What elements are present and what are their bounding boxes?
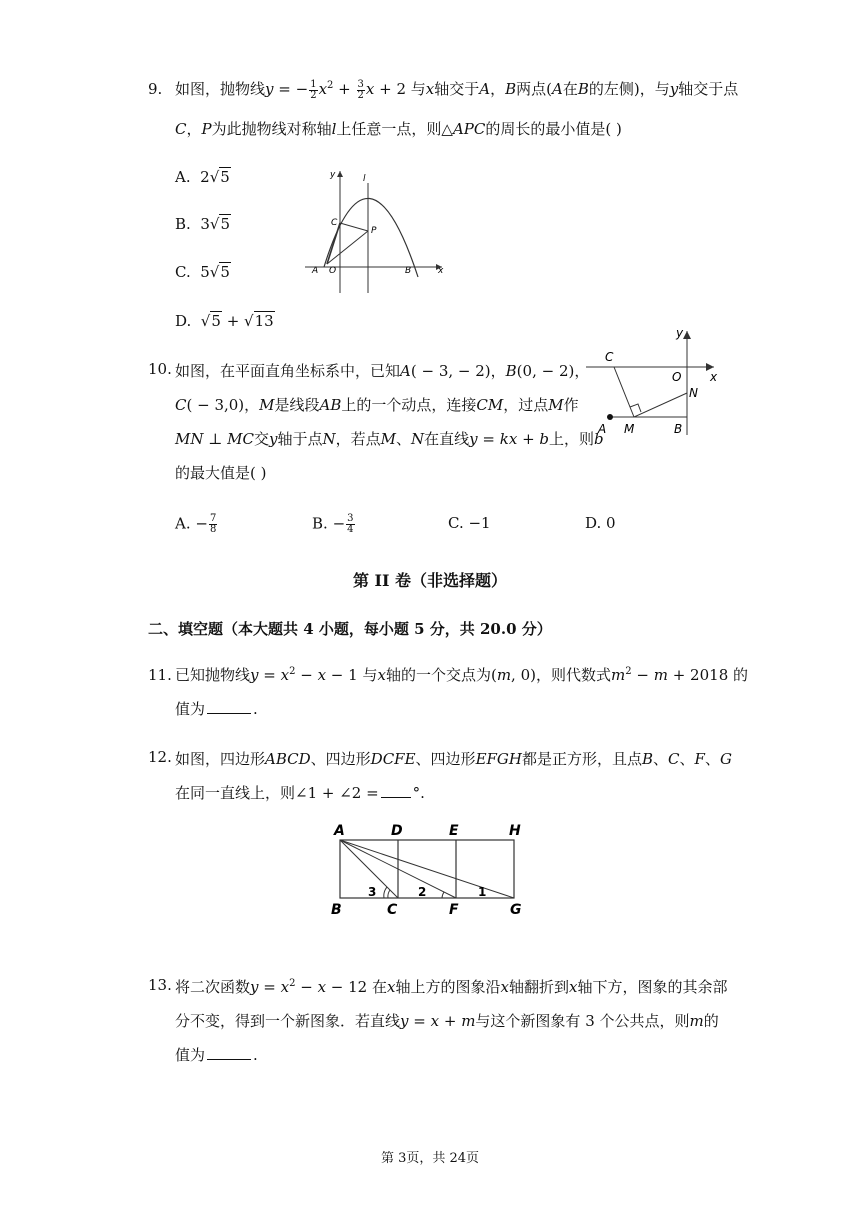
part-2-title: 第 II 卷（非选择题） — [352, 571, 508, 590]
q10-option-c[interactable]: C. −1 — [448, 514, 491, 532]
section-2-title: 二、填空题（本大题共 4 小题，每小题 5 分，共 20.0 分） — [148, 620, 552, 638]
q12-label-c: C — [387, 902, 398, 918]
q10-label-a: A — [598, 422, 607, 436]
q10-option-a[interactable]: A. − $\frac{7}{8}$ — [175, 513, 217, 535]
q9-option-c[interactable]: C. 5√5 — [175, 263, 230, 281]
q10-label-n: N — [689, 386, 698, 400]
q9-option-a[interactable]: A. 2√5 — [175, 168, 230, 186]
q10-line1: 如图，在平面直角坐标系中，已知A( − 3, − 2)，B(0, − 2)， — [175, 362, 590, 380]
q9-label-a: A — [312, 266, 319, 276]
q10-label-o: O — [672, 370, 682, 384]
q10-option-b[interactable]: B. − $\frac{3}{4}$ — [312, 513, 354, 535]
q10-label-c: C — [605, 350, 614, 364]
q12-label-f: F — [449, 902, 459, 918]
q11-line1: 已知抛物线$y = x^2 - x - 1$ 与x轴的一个交点为(m, 0)，则代数式$m^2 - m + 2018$ 的 — [175, 666, 749, 684]
q12-angle-3: 3 — [368, 885, 377, 899]
q9-label-b: B — [405, 266, 412, 276]
q12-angle-2: 2 — [418, 885, 427, 899]
q13-answer-blank[interactable] — [207, 1045, 251, 1060]
q12-label-g: G — [510, 902, 522, 918]
q12-label-b: B — [331, 902, 342, 918]
q9-parabola-figure — [300, 165, 450, 300]
q13-number: 13. — [148, 976, 172, 994]
q12-label-d: D — [391, 823, 403, 839]
q10-option-d[interactable]: D. 0 — [585, 514, 616, 532]
q12-angle-1: 1 — [478, 885, 487, 899]
q11-answer-blank[interactable] — [207, 699, 251, 714]
q10-line4: 的最大值是( ) — [175, 464, 267, 482]
q10-label-m: M — [624, 422, 635, 436]
q12-line1: 如图，四边形ABCD、四边形DCFE、四边形EFGH都是正方形，且点B、C、F、G — [175, 750, 732, 768]
q9-label-p: P — [371, 226, 377, 236]
q9-label-c: C — [331, 218, 338, 228]
q10-label-b: B — [674, 422, 683, 436]
q12-label-e: E — [449, 823, 459, 839]
q12-label-a: A — [334, 823, 345, 839]
q13-line1: 将二次函数$y = x^2 - x - 12$ 在x轴上方的图象沿x轴翻折到x轴下方，图象的其余部 — [175, 978, 728, 996]
q9-label-x: x — [438, 266, 444, 276]
q10-number: 10. — [148, 360, 172, 378]
q10-line2: C( − 3,0)，M是线段AB上的一个动点，连接CM，过点M作 — [175, 396, 579, 414]
q9-line1: 如图，抛物线y = − $\frac{1}{2}$ $x^2$ + $\frac{3}{2}$ x + 2 与x轴交于A，B两点(A在B的左侧)，与y轴交于点 — [175, 78, 739, 101]
q13-line2: 分不变，得到一个新图象．若直线y = x + m与这个新图象有 3 个公共点，则m的 — [175, 1012, 719, 1030]
q12-squares-figure — [325, 820, 535, 920]
q9-option-b[interactable]: B. 3√5 — [175, 215, 230, 233]
q9-option-d[interactable]: D. √5 + √13 — [175, 312, 274, 330]
q12-answer-blank[interactable] — [381, 783, 411, 798]
q9-label-y: y — [330, 170, 336, 180]
q12-label-h: H — [509, 823, 521, 839]
q12-number: 12. — [148, 748, 172, 766]
q9-number: 9. — [148, 80, 163, 98]
page-footer: 第 3页，共 24页 — [380, 1151, 480, 1166]
q10-label-x: x — [710, 370, 718, 384]
q13-line3: 值为 . — [175, 1046, 258, 1064]
q9-label-o: O — [329, 266, 337, 276]
q10-line3: MN ⊥ MC交y轴于点N，若点M、N在直线y = kx + b上，则b — [175, 430, 604, 448]
q9-line2: C，P为此抛物线对称轴l上任意一点，则△APC的周长的最小值是( ) — [175, 120, 622, 138]
q12-line2: 在同一直线上，则∠1 + ∠2 = °. — [175, 784, 425, 802]
q9-label-l: l — [363, 174, 366, 184]
q10-label-y: y — [676, 326, 684, 340]
q11-line2: 值为 . — [175, 700, 258, 718]
q10-coordinate-figure — [584, 325, 724, 440]
q11-number: 11. — [148, 666, 172, 684]
